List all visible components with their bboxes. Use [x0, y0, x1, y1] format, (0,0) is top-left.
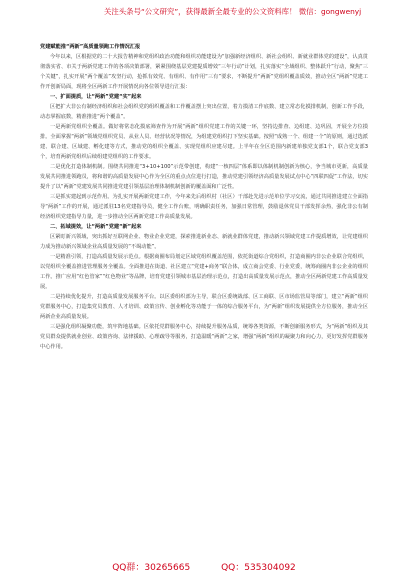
footer-contact	[0, 560, 408, 576]
section-heading-1: 一、扩面提质，让“两新”党建“实”起来	[50, 94, 142, 100]
qq-number: QQ：535304092	[221, 563, 296, 573]
document-body	[40, 42, 368, 352]
paragraph: 二是优化打造体制机制。围绕共同推进“3+10+100”示范带创建，构建“一核四层”体系即以体制机制创新为核心，争当城市更新，高质量发展共同推进领跑员，将和谐的高质量发展中心作为全区的重点点位进行打造，推动党建引领经济高质量发展试点中心“四联四促”工作法，切实提升了以“两新”党建发展共同推进党建引领基层治理体制机制创新的覆盖面和广泛性。	[40, 164, 368, 190]
document-title: 党建赋能推“两新”高质量领跑工作情况汇报	[40, 44, 141, 50]
paragraph: 区把扩大非公有制经济组织和社会组织党的组织覆盖和工作覆盖摆上突出位置，着力摸清工作底数、建立常态化摸排机制，创新工作手段，动态掌握底数，精准推进“两个覆盖”。	[40, 104, 368, 120]
paragraph: 三是抓实建起到示范作用。为扎实开展两新党建工作，今年来先后组织村（社区）干部赴先进示范单位学习交流，通过共同推进建立全面指导“两新”工作的开展，通过派驻13名党建指导员，健全工作台账，明确职责任务，加强日常管理，鼓励退休党员干部发挥余热，强化非公有制经济组织党建指导力量，进一步推动全区两新党建工作高质量发展。	[40, 194, 368, 220]
paragraph: 一是精准引领，打造高质量发展示范点。根据商圈布局划定区域党组织覆盖范围，依托街道综合党组织，打造商圈内非公企业联合党组织，以党组织全覆盖推进管理服务全覆盖。全面推进在街道、社区建立“党建+商务”联合体，成立商会党委、行业党委，统筹商圈内非公企业的组织工作。推广应用“红色管家”“红色物业”等品牌，培育党建引领城市基层治理示范点，打造出高质量发展示范点，推动全区两新党建工作高质量发展。	[40, 254, 368, 290]
paragraph: 二是持续优化提升，打造高质量发展服务平台。以区委组织部为主导，联合区委统战部、区工商联、区市场监管局等部门，建立“两新”组织党群服务中心，打造集党员教育、人才培训、政策宣传、创业孵化等功能于一体的综合服务平台，为“两新”组织发展提供全方位服务，推动全区两新企业高质量发展。	[40, 294, 368, 320]
section-heading-2: 二、拓域提效，让“两新”党建“新”起来	[50, 224, 142, 230]
header-banner	[104, 6, 362, 32]
paragraph: 区紧盯新兴领域，突出抓好互联网企业、物业企业党建，探索推进新业态、新就业群体党建，推动新兴领域党建工作提质增效，让党建组织力成为推动新兴领域企业高质量发展的“不竭动能”。	[40, 234, 368, 250]
qq-group: QQ群：30265665	[112, 563, 191, 573]
banner-line-1: 关注头条号“公文研究”，获得最新全最专业的公文资料库！ 微信：gongwenyj	[104, 7, 362, 16]
paragraph: 三是强化组织凝聚功能，筑牢阵地基础。区依托党群服务中心，持续提升服务品质，统筹各类资源，不断创新服务形式，为“两新”组织及其党员群众提供就业创业、政策咨询、法律援助、心理疏导等服务，打造温暖“两新”之家，增强“两新”组织的凝聚力和向心力，更好发挥党群服务中心作用。	[40, 324, 368, 350]
intro-paragraph: 今年以来，区根据党的二十大报告精神和党组织政治功能和组织功能建设为“加强新经济组织、新社会组织、新就业群体党的建设”，认真贯彻落实省、市关于两新党建工作的各项决策部署，紧紧围绕基层党建提质增效“三年行动”计划，扎实落实“全域组织、整体跃升”行动，聚焦“三个关键”，扎实开展“两个覆盖”攻坚行动，抢抓有效党、有组织、有作用“三有”要求，不断提升“两新”党组织覆盖质效，推动全区“两新”党建工作开创新局面，现将全区两新工作开展情况向各位领导进行汇报：	[40, 54, 368, 90]
paragraph: 一是两新党组织全覆盖。做好将常态化摸底筛查作为开展“两新”组织党建工作的关键一环，坚持边排查、边组建、边巩固，开展全方位摸排。全面掌握“两新”领域党组织党员、从业人员、经营状况等情况，为组建党组织打下坚实基础。按照“成熟一个、组建一个”的原则，通过选派建、联合建、区域建、孵化建等方式，推动党的组织全覆盖、实现党组织应建尽建。上半年在全区范围内新建单独党支部1个，联合党支部3个，培育两新党组织后续组建党组织的工作要求。	[40, 124, 368, 160]
